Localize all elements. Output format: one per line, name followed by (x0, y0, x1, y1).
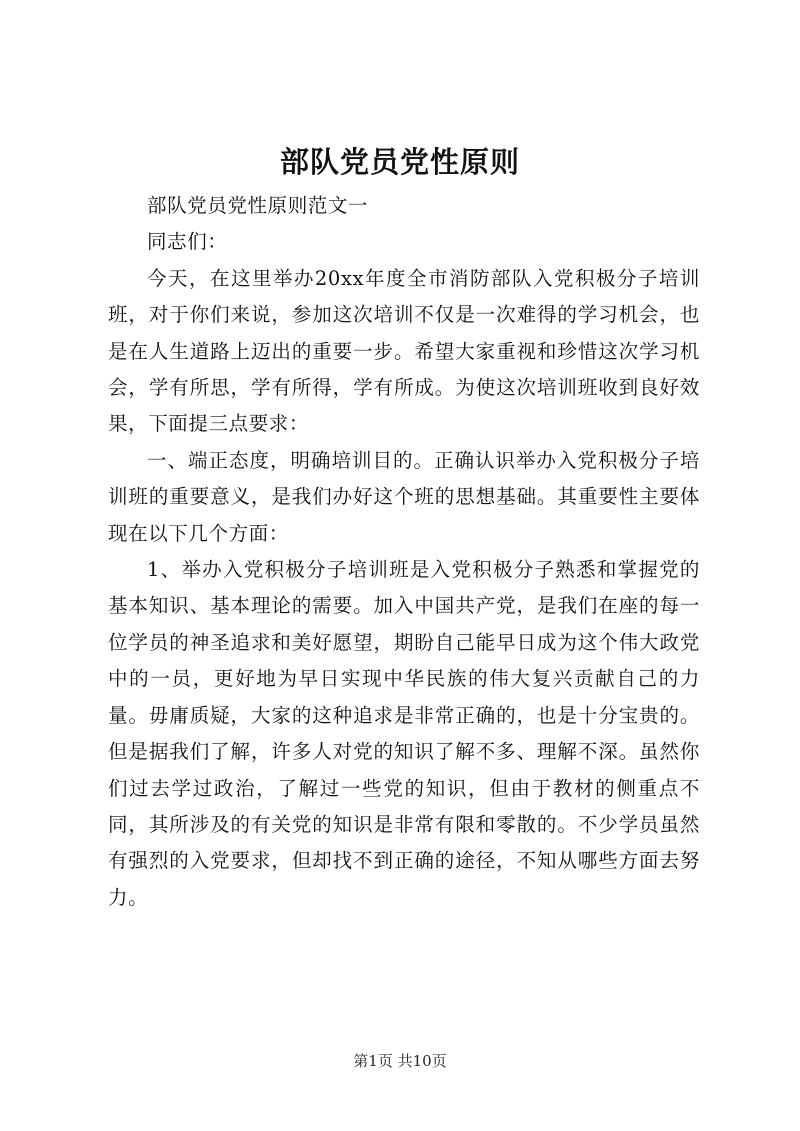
page-footer: 第1页 共10页 (353, 1052, 447, 1070)
document-title: 部队党员党性原则 (279, 145, 520, 179)
salutation-paragraph: 同志们： (147, 230, 228, 254)
section-one-paragraph: 一、端正态度，明确培训目的。正确认识举办入党积极分子培训班的重要意义，是我们办好这个班的思想基础。其重要性主要体现在以下几个方面： (108, 448, 700, 545)
document-body (108, 188, 700, 916)
point-one-paragraph: 1、举办入党积极分子培训班是入党积极分子熟悉和掌握党的基本知识、基本理论的需要。加入中国共产党，是我们在座的每一位学员的神圣追求和美好愿望，期盼自己能早日成为这个伟大政党中的一员，更好地为早日实现中华民族的伟大复兴贡献自己的力量。毋庸质疑，大家的这种追求是非常正确的，也是十分宝贵的。但是据我们了解，许多人对党的知识了解不多、理解不深。虽然你们过去学过政治，了解过一些党的知识，但由于教材的侧重点不同，其所涉及的有关党的知识是非常有限和零散的。不少学员虽然有强烈的入党要求，但却找不到正确的途径，不知从哪些方面去努力。 (108, 558, 700, 909)
subtitle-paragraph: 部队党员党性原则范文一 (147, 194, 369, 217)
intro-paragraph: 今天，在这里举办20xx年度全市消防部队入党积极分子培训班，对于你们来说，参加这次培训不仅是一次难得的学习机会，也是在人生道路上迈出的重要一步。希望大家重视和珍惜这次学习机会，学有所思，学有所得，学有所成。为使这次培训班收到良好效果，下面提三点要求： (108, 266, 700, 436)
